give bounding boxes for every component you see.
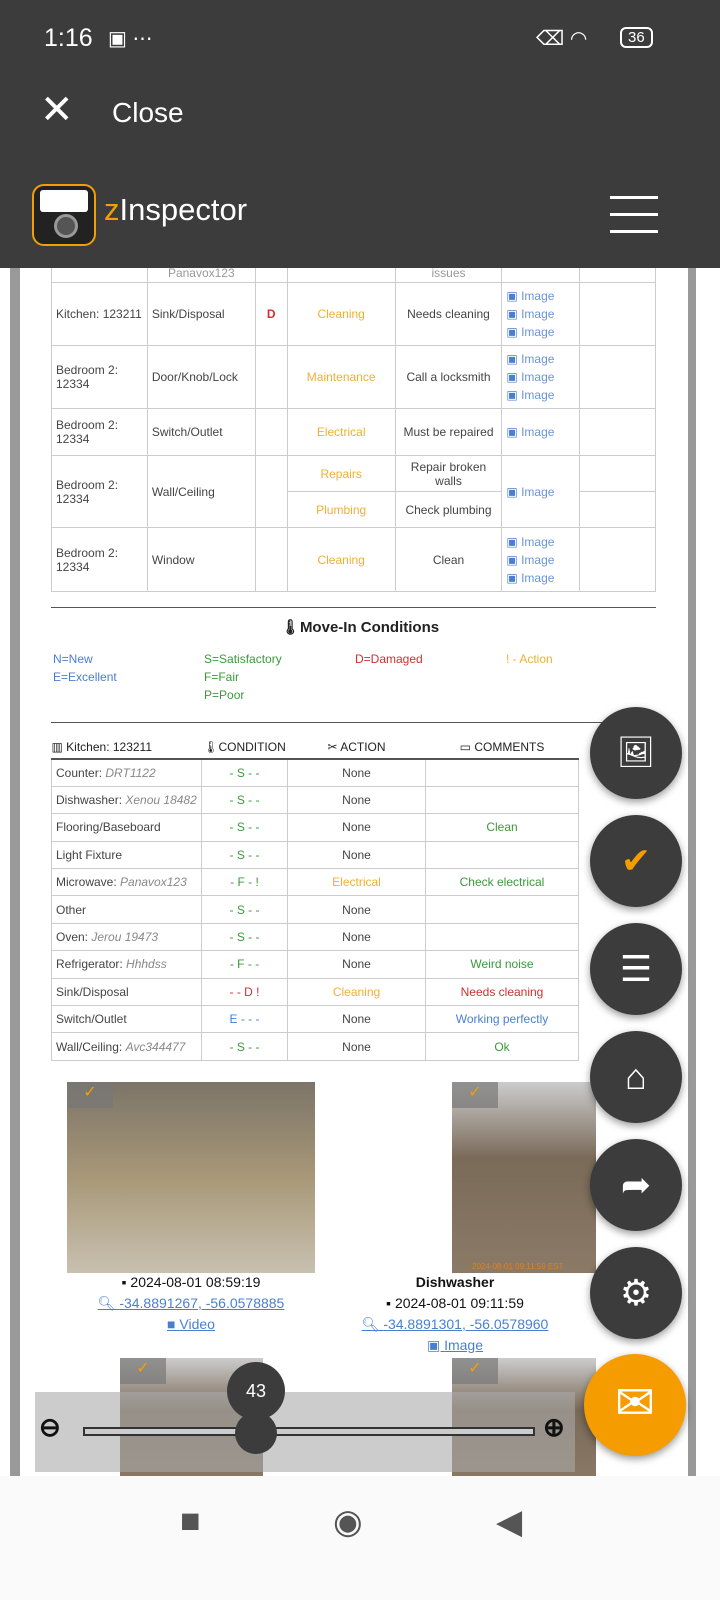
item-name: Light Fixture [56, 847, 123, 862]
check-icon: ✓ [120, 1358, 166, 1384]
settings-button[interactable] [590, 1247, 682, 1339]
condition-cell: E - - - [202, 1006, 288, 1033]
table-row [52, 951, 579, 978]
conditions-table [51, 740, 579, 1061]
email-button[interactable] [584, 1354, 686, 1456]
zoom-out-icon[interactable]: ⊖ [39, 1412, 61, 1442]
item-model: Hhhdss [126, 957, 167, 972]
table-row [52, 896, 579, 923]
images-cell [502, 528, 580, 592]
status-bar [0, 0, 720, 75]
image-link[interactable]: ▣ Image [506, 368, 575, 386]
location-link[interactable]: 🔍︎ -34.8891301, -56.0578960 [361, 1316, 549, 1332]
item-cell [52, 923, 202, 950]
app-logo [32, 184, 96, 246]
action-cell: Cleaning [287, 528, 395, 592]
table-row [52, 456, 656, 492]
zoom-slider[interactable] [35, 1381, 575, 1472]
table-row [52, 786, 579, 813]
comments-header: ▭ COMMENTS [426, 740, 579, 759]
location-link[interactable]: 🔍︎ -34.8891267, -56.0578885 [97, 1295, 285, 1311]
item-cell [52, 1006, 202, 1033]
item-cell: Door/Knob/Lock [147, 346, 255, 409]
image-link[interactable]: ▣ Image [506, 386, 575, 404]
calendar-icon: ▪ [121, 1274, 127, 1290]
photo-title: Dishwasher [415, 1274, 495, 1290]
item-model: Panavox123 [120, 875, 187, 890]
action-cell: None [288, 1006, 426, 1033]
action-cell: Plumbing [287, 492, 395, 528]
comment-cell [426, 841, 579, 868]
condition-header: 🌡CONDITION [202, 740, 288, 759]
checklist-button[interactable] [590, 923, 682, 1015]
image-link[interactable]: ▣ Image [426, 1337, 484, 1353]
condition-cell: - S - - [202, 923, 288, 950]
envelope-icon: ✉ [614, 1377, 656, 1430]
image-link[interactable]: ▣ Image [506, 569, 575, 587]
item-cell [52, 869, 202, 896]
action-cell: Electrical [287, 409, 395, 456]
divider [51, 722, 656, 723]
item-cell [52, 951, 202, 978]
area-cell: Bedroom 2: 12334 [52, 346, 148, 409]
room-header: ▥ Kitchen: 123211 [52, 740, 202, 759]
item-model: Avc344477 [125, 1039, 186, 1054]
images-cell [502, 456, 580, 528]
photo-thumbnail[interactable] [67, 1082, 315, 1273]
photo-timestamp: 2024-08-01 09:11:59 EST [472, 1262, 564, 1271]
legend-col-4: ! - Action [506, 652, 553, 666]
item-model: DRT1122 [105, 765, 156, 780]
close-icon[interactable]: ✕ [40, 88, 74, 132]
item-cell: Switch/Outlet [147, 409, 255, 456]
comment-cell [426, 923, 579, 950]
system-nav-bar [0, 1476, 720, 1600]
extra-cell [580, 283, 656, 346]
calendar-icon: ▪ [386, 1295, 392, 1311]
photo-caption: ▪ 2024-08-01 08:59:19 🔍︎ -34.8891267, -56.0578885 ■ Video [97, 1274, 285, 1332]
table-row [52, 923, 579, 950]
divider [51, 607, 656, 608]
video-link[interactable]: ■ Video [167, 1316, 215, 1332]
table-cell [287, 268, 395, 283]
table-cell: issues [395, 268, 502, 283]
photo-thumbnail[interactable] [452, 1082, 596, 1273]
signal-wifi-icon: ⌫ ◠ [536, 28, 588, 50]
slider-value: 43 [227, 1362, 285, 1420]
back-icon[interactable]: ◀ [496, 1503, 523, 1541]
recents-icon[interactable]: ■ [180, 1502, 201, 1540]
note-cell: Call a locksmith [395, 346, 502, 409]
item-cell [52, 814, 202, 841]
complete-button[interactable] [590, 815, 682, 907]
action-cell: None [288, 786, 426, 813]
comment-cell: Needs cleaning [426, 978, 579, 1005]
issues-table [51, 268, 656, 592]
item-cell [52, 1033, 202, 1060]
check-icon: ✓ [452, 1082, 498, 1108]
condition-cell: - S - - [202, 896, 288, 923]
item-name: Refrigerator: [56, 957, 123, 972]
item-cell [52, 978, 202, 1005]
image-link[interactable]: ▣ Image [506, 551, 575, 569]
image-link[interactable]: ▣ Image [506, 483, 575, 501]
table-row [52, 978, 579, 1005]
check-icon: ✔ [620, 840, 652, 881]
condition-cell: - F - - [202, 951, 288, 978]
comment-cell: Clean [426, 814, 579, 841]
table-row [52, 841, 579, 868]
table-cell [580, 268, 656, 283]
condition-cell: - S - - [202, 841, 288, 868]
home-nav-icon[interactable]: ◉ [333, 1503, 363, 1541]
table-cell: Panavox123 [147, 268, 255, 283]
condition-cell: - S - - [202, 759, 288, 786]
extra-cell [580, 528, 656, 592]
image-link[interactable]: ▣ Image [506, 323, 575, 341]
item-cell: Wall/Ceiling [147, 456, 255, 528]
item-model: Jerou 19473 [91, 930, 159, 945]
action-cell: None [288, 896, 426, 923]
area-cell: Bedroom 2: 12334 [52, 456, 148, 528]
legend-col-3: D=Damaged [355, 652, 423, 666]
action-cell: Cleaning [288, 978, 426, 1005]
app-bar [0, 150, 720, 268]
image-link[interactable]: ▣ Image [506, 350, 575, 368]
check-icon: ✓ [452, 1358, 498, 1384]
note-cell: Clean [395, 528, 502, 592]
share-icon: ➦ [620, 1164, 652, 1205]
condition-cell [255, 528, 287, 592]
image-link[interactable]: ▣ Image [506, 305, 575, 323]
condition-cell: - F - ! [202, 869, 288, 896]
clipboard-list-icon: ☰ [619, 948, 653, 989]
gear-icon: ⚙ [619, 1272, 653, 1313]
item-cell: Sink/Disposal [147, 283, 255, 346]
action-cell: None [288, 759, 426, 786]
condition-cell: - S - - [202, 814, 288, 841]
condition-cell: - - D ! [202, 978, 288, 1005]
condition-cell: - S - - [202, 786, 288, 813]
note-cell: Must be repaired [395, 409, 502, 456]
item-name: Dishwasher: [56, 793, 123, 808]
item-name: Wall/Ceiling: [56, 1039, 123, 1054]
app-title: zInspector [104, 192, 248, 227]
clock: 1:16 [44, 24, 93, 52]
action-cell: None [288, 951, 426, 978]
area-cell: Bedroom 2: 12334 [52, 409, 148, 456]
image-link[interactable]: ▣ Image [506, 423, 575, 441]
table-row [52, 759, 579, 786]
item-name: Switch/Outlet [56, 1012, 127, 1027]
item-cell: Window [147, 528, 255, 592]
extra-cell [580, 346, 656, 409]
home-button[interactable] [590, 1031, 682, 1123]
area-cell: Bedroom 2: 12334 [52, 528, 148, 592]
action-cell: Repairs [287, 456, 395, 492]
move-in-title: 🌡Move-In Conditions [280, 619, 440, 636]
table-cell [255, 268, 287, 283]
close-button[interactable]: Close [112, 97, 184, 128]
images-cell [502, 346, 580, 409]
extra-cell [580, 492, 656, 528]
image-link[interactable]: ▣ Image [506, 533, 575, 551]
share-button[interactable] [590, 1139, 682, 1231]
item-cell [52, 841, 202, 868]
item-name: Sink/Disposal [56, 984, 129, 999]
item-name: Other [56, 902, 87, 917]
note-cell: Check plumbing [395, 492, 502, 528]
action-header: ✂ ACTION [288, 740, 426, 759]
action-cell: None [288, 923, 426, 950]
item-name: Flooring/Baseboard [56, 820, 161, 835]
table-row [52, 268, 656, 283]
action-cell: None [288, 1033, 426, 1060]
images-icon: 🖼︎ [616, 736, 656, 769]
item-name: Counter: [56, 765, 103, 780]
table-row [52, 528, 656, 592]
action-cell: Cleaning [287, 283, 395, 346]
item-cell [52, 786, 202, 813]
legend-col-2: S=Satisfactory F=Fair P=Poor [204, 652, 282, 702]
extra-cell [580, 409, 656, 456]
gallery-button[interactable] [590, 707, 682, 799]
condition-cell: D [255, 283, 287, 346]
comment-cell [426, 896, 579, 923]
comment-cell [426, 759, 579, 786]
note-cell: Needs cleaning [395, 283, 502, 346]
item-name: Microwave: [56, 875, 117, 890]
table-row [52, 409, 656, 456]
zoom-in-icon[interactable]: ⊕ [543, 1412, 565, 1442]
item-model: Xenou 18482 [125, 793, 197, 808]
item-cell [52, 896, 202, 923]
slider-thumb[interactable] [235, 1412, 277, 1454]
item-name: Oven: [56, 930, 89, 945]
comment-cell [426, 786, 579, 813]
battery-icon: 36 [620, 27, 653, 48]
legend-col-1: N=New E=Excellent [53, 652, 117, 684]
condition-cell [255, 409, 287, 456]
comment-cell: Working perfectly [426, 1006, 579, 1033]
comment-cell: Check electrical [426, 869, 579, 896]
hamburger-menu-icon[interactable] [610, 196, 658, 247]
table-row [52, 869, 579, 896]
close-bar [0, 75, 720, 150]
table-row [52, 346, 656, 409]
note-cell: Repair broken walls [395, 456, 502, 492]
comment-cell: Ok [426, 1033, 579, 1060]
comment-cell: Weird noise [426, 951, 579, 978]
home-icon: ⌂ [625, 1056, 647, 1097]
image-link[interactable]: ▣ Image [506, 287, 575, 305]
condition-cell: - S - - [202, 1033, 288, 1060]
action-cell: Maintenance [287, 346, 395, 409]
check-icon: ✓ [67, 1082, 113, 1108]
calendar-icon: ▣ ⋯ [108, 28, 153, 50]
table-cell [52, 268, 148, 283]
images-cell [502, 283, 580, 346]
item-cell [52, 759, 202, 786]
table-row [52, 1033, 579, 1060]
photo-caption: Dishwasher ▪ 2024-08-01 09:11:59 🔍︎ -34.8891301, -56.0578960 ▣ Image [330, 1272, 580, 1356]
action-cell: None [288, 841, 426, 868]
action-cell: Electrical [288, 869, 426, 896]
table-row [52, 1006, 579, 1033]
table-cell [502, 268, 580, 283]
slider-track[interactable] [83, 1427, 535, 1436]
area-cell: Kitchen: 123211 [52, 283, 148, 346]
condition-cell [255, 346, 287, 409]
extra-cell [580, 456, 656, 492]
images-cell [502, 409, 580, 456]
action-cell: None [288, 814, 426, 841]
table-row [52, 814, 579, 841]
condition-cell [255, 456, 287, 528]
table-row [52, 283, 656, 346]
